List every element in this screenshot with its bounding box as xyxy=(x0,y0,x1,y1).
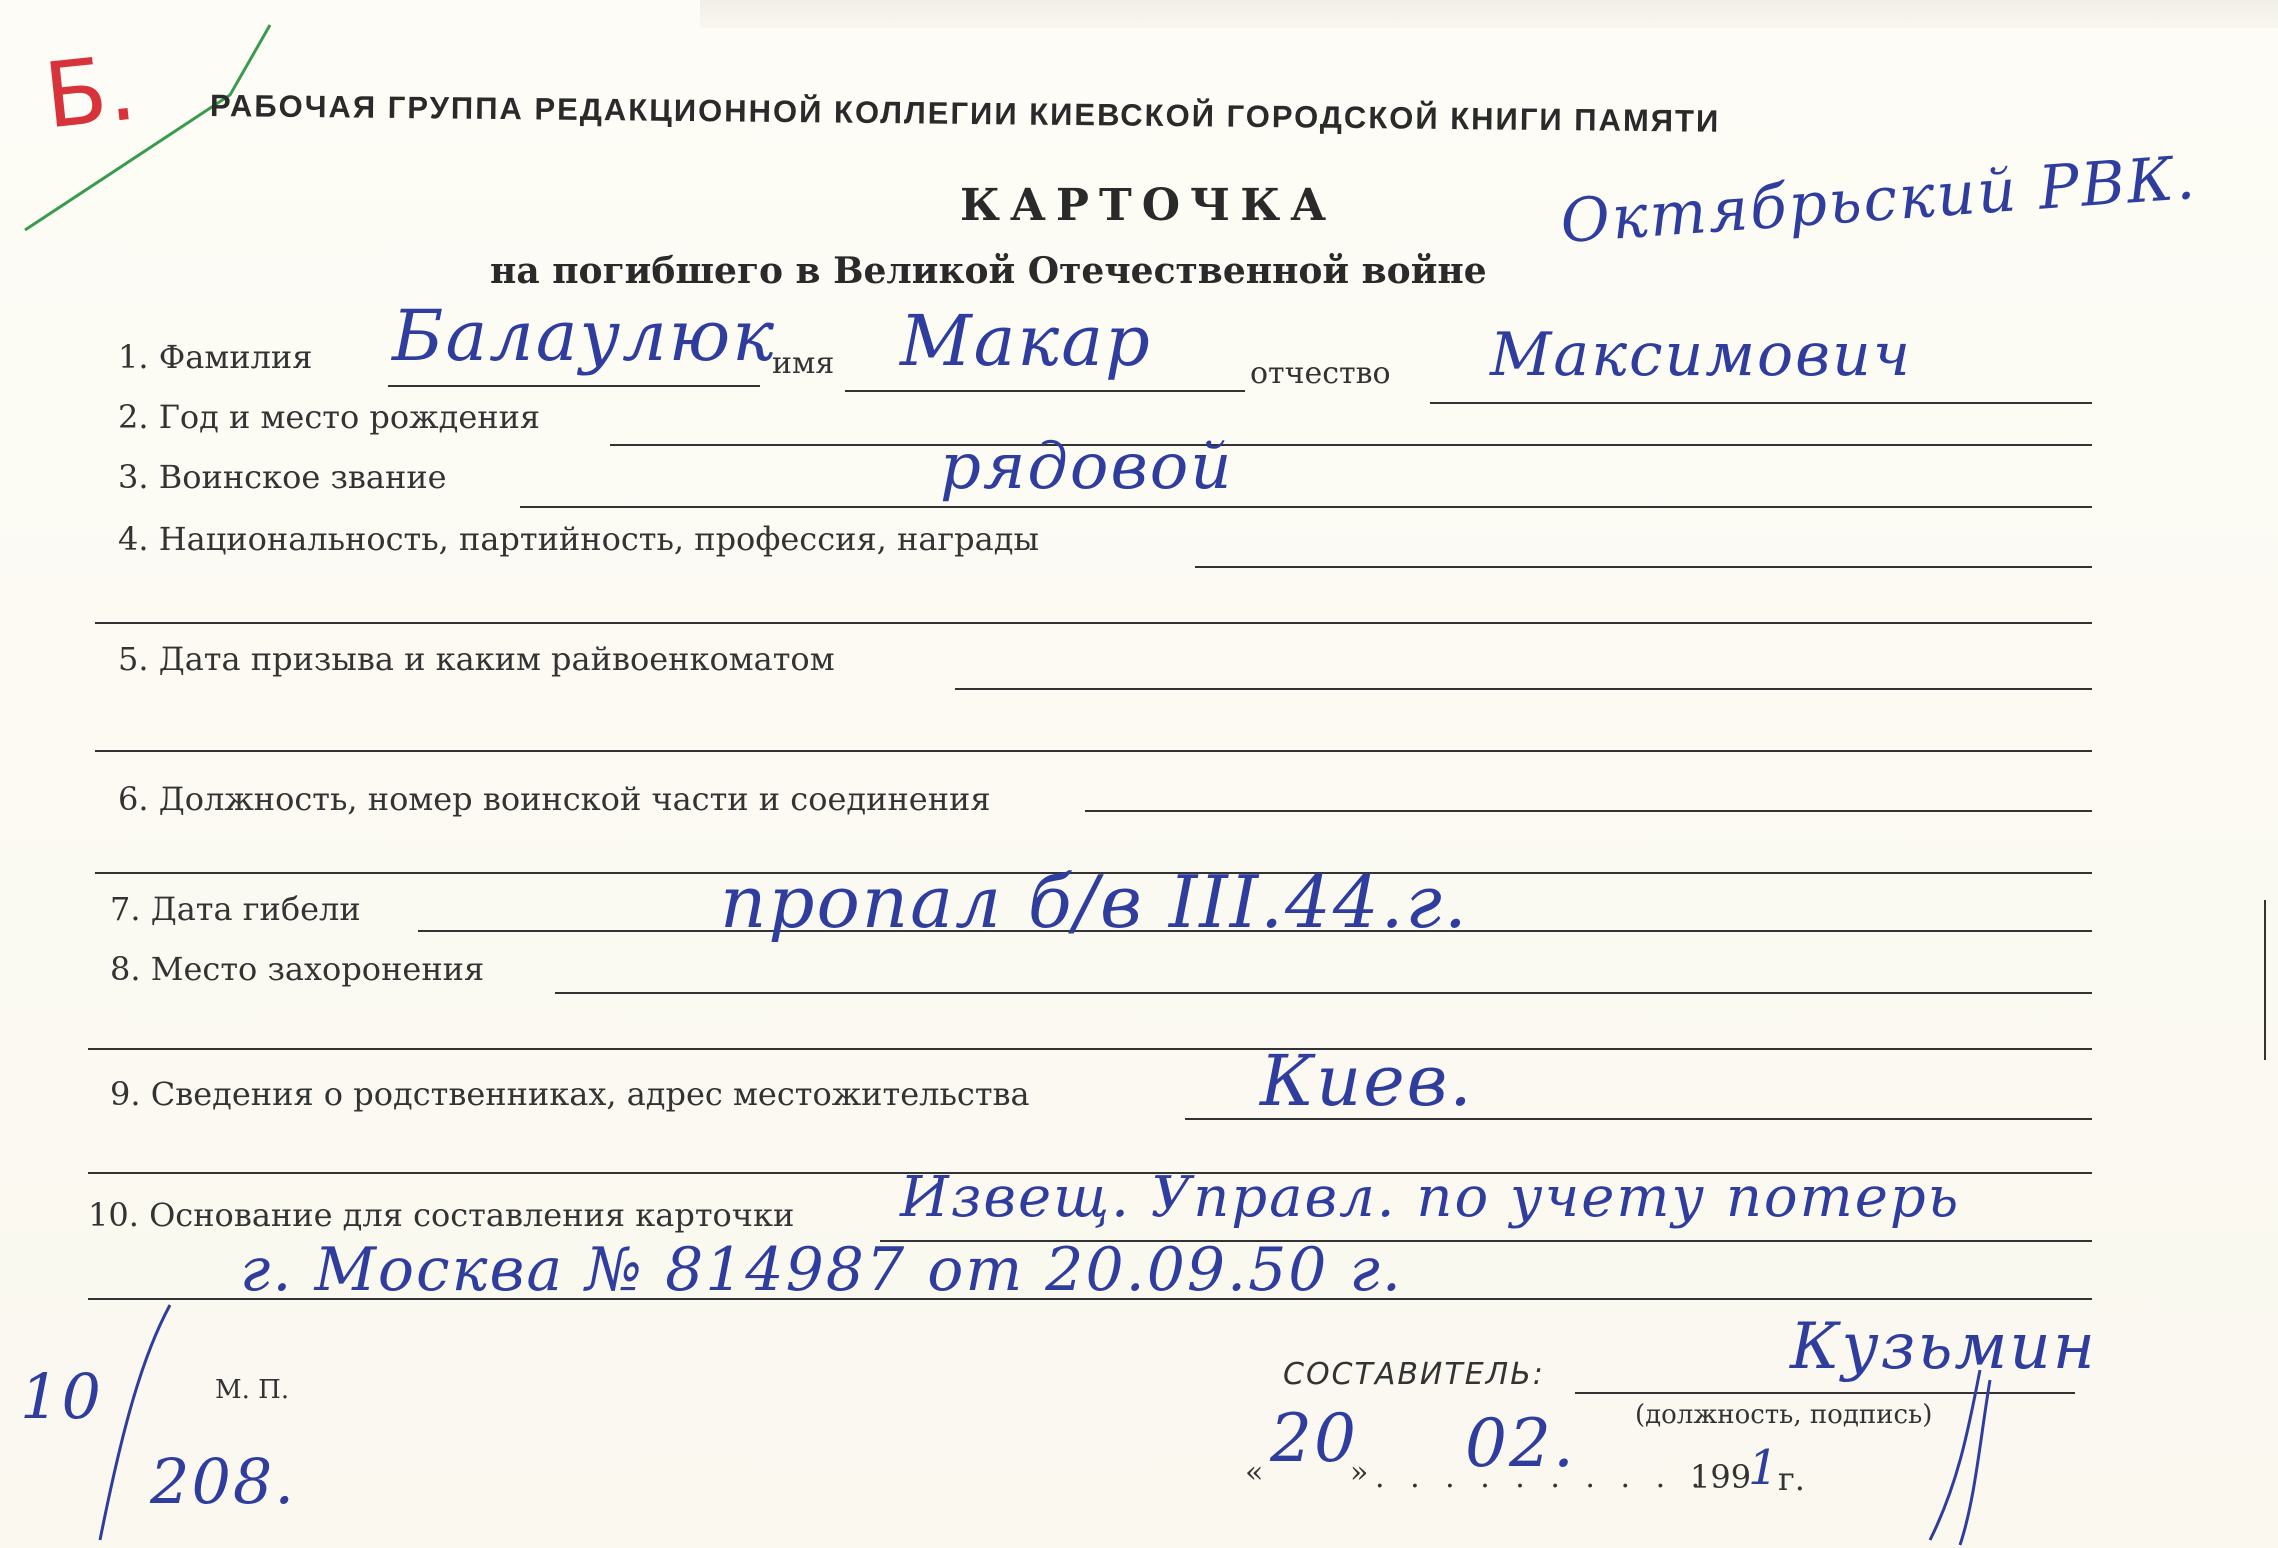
rank-label: 3. Воинское звание xyxy=(118,458,447,496)
relatives-value: Киев. xyxy=(1260,1040,1474,1122)
surname-label: 1. Фамилия xyxy=(118,338,313,376)
patronymic-label: отчество xyxy=(1250,356,1391,391)
date-day: 20 xyxy=(1270,1400,1358,1477)
paper-edge xyxy=(700,0,2278,28)
unit-label: 6. Должность, номер воинской части и соединения xyxy=(118,780,991,818)
compiler-signature: Кузьмин xyxy=(1790,1310,2097,1384)
date-suffix: г. xyxy=(1778,1460,1805,1498)
patronymic-value: Максимович xyxy=(1490,320,1913,390)
position-note: (должность, подпись) xyxy=(1635,1400,1933,1430)
basis-value-line1: Извещ. Управл. по учету потерь xyxy=(900,1165,1961,1230)
right-edge-mark xyxy=(2264,900,2278,1060)
signature-tail xyxy=(1920,1360,2000,1548)
patronymic-line xyxy=(1430,402,2092,404)
birth-line xyxy=(610,444,2092,446)
archive-number-top: 10 xyxy=(20,1360,103,1433)
burial-line-2 xyxy=(88,1048,2092,1050)
district-note: Октябрьский РВК. xyxy=(1558,142,2199,258)
date-year-digit: 1 xyxy=(1748,1440,1781,1496)
name-line xyxy=(845,390,1245,392)
name-label: имя xyxy=(772,346,835,381)
date-year-prefix: 199 xyxy=(1690,1458,1752,1496)
rank-line xyxy=(520,506,2092,508)
nationality-line xyxy=(1195,566,2092,568)
compiler-label: СОСТАВИТЕЛЬ: xyxy=(1283,1357,1545,1392)
conscription-label: 5. Дата призыва и каким райвоенкоматом xyxy=(118,640,835,678)
date-dots: . . . . . . . . . . xyxy=(1375,1460,1709,1495)
date-close: » xyxy=(1350,1455,1369,1490)
archive-number-bottom: 208. xyxy=(150,1445,297,1518)
nationality-label: 4. Национальность, партийность, профессия, награды xyxy=(118,520,1039,558)
surname-line xyxy=(388,385,760,387)
name-value: Макар xyxy=(900,300,1152,382)
surname-value: Балаулюк xyxy=(392,295,777,377)
nationality-line-2 xyxy=(95,622,2092,624)
burial-label: 8. Место захоронения xyxy=(110,950,485,988)
relatives-label: 9. Сведения о родственниках, адрес местожительства xyxy=(110,1075,1030,1113)
death-date-label: 7. Дата гибели xyxy=(110,890,361,928)
card-title: КАРТОЧКА xyxy=(960,180,1337,231)
red-letter-mark: Б. xyxy=(39,35,141,150)
burial-line xyxy=(555,992,2092,994)
birth-label: 2. Год и место рождения xyxy=(118,398,541,436)
conscription-line-2 xyxy=(95,750,2092,752)
unit-line xyxy=(1085,810,2092,812)
date-month: 02. xyxy=(1465,1405,1576,1482)
basis-value-line2: г. Москва № 814987 от 20.09.50 г. xyxy=(240,1235,1403,1305)
conscription-line xyxy=(955,688,2092,690)
rank-value: рядовой xyxy=(940,430,1234,504)
date-open: « xyxy=(1245,1455,1264,1490)
compiler-line xyxy=(1575,1392,2075,1394)
mp-label: М. П. xyxy=(215,1375,290,1405)
basis-label: 10. Основание для составления карточки xyxy=(88,1196,795,1234)
death-date-value: пропал б/в III.44.г. xyxy=(720,860,1469,944)
card-subtitle: на погибшего в Великой Отечественной войне xyxy=(490,250,1487,292)
organization-header: РАБОЧАЯ ГРУППА РЕДАКЦИОННОЙ КОЛЛЕГИИ КИЕВСКОЙ ГОРОДСКОЙ КНИГИ ПАМЯТИ xyxy=(209,88,1721,139)
